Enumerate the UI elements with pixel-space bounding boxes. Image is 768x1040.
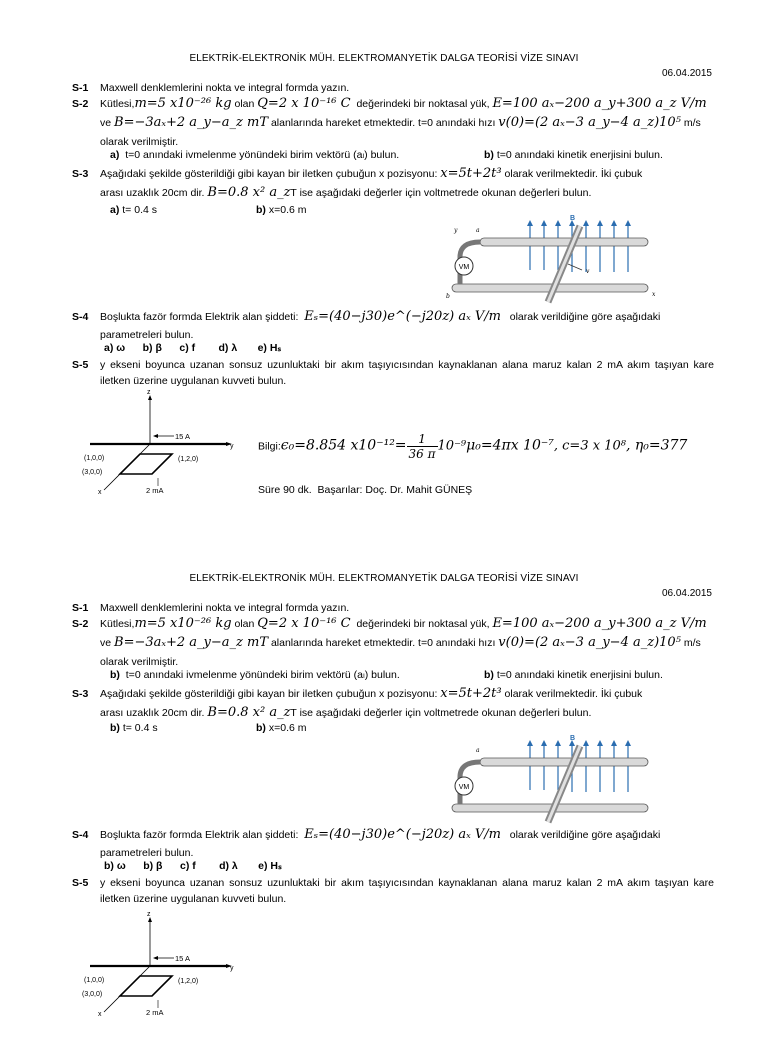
x-axis-label: x (98, 1011, 102, 1018)
text-fragment: olarak verilmiştir. (100, 656, 179, 668)
exam-title: ELEKTRİK-ELEKTRONİK MÜH. ELEKTROMANYETİK DALGA TEORİSİ VİZE SINAVI (189, 573, 579, 584)
velocity-arrow (568, 264, 582, 270)
text-fragment: T ise aşağıdaki değerler için voltmetrede okunan değerleri bulun. (290, 707, 592, 719)
question-number: S-5 (72, 359, 89, 371)
exam-title: ELEKTRİK-ELEKTRONİK MÜH. ELEKTROMANYETİK DALGA TEORİSİ VİZE SINAVI (189, 53, 579, 64)
signoff-text: Başarılar: Doç. Dr. Mahit GÜNEŞ (317, 484, 473, 496)
q4-parameter-list (104, 860, 282, 872)
formula-bfield: B=0.8 x² a_z (207, 185, 291, 200)
y-axis-label: y (230, 965, 234, 972)
formula-velocity: v(0)=(2 aₓ−3 a_y−4 a_z)10⁵ (498, 635, 681, 650)
question-number: S-3 (72, 168, 89, 180)
sub-text: t=0 anındaki ivmelenme yönündeki birim vektörü (aₗ) bulun. (125, 669, 400, 681)
question-number: S-1 (72, 602, 89, 614)
question-number: S-2 (72, 98, 89, 110)
formula-eta: , η₀=377 (625, 437, 688, 454)
param-item: b) ω (104, 860, 126, 872)
voltmeter-label: VM (458, 264, 470, 271)
subquestion-a (110, 669, 400, 681)
param-item: c) f (179, 342, 196, 354)
wire-current-label: 15 A (175, 954, 191, 963)
arrowheads (527, 220, 631, 226)
sub-label: b) (256, 722, 266, 734)
voltmeter-label: VM (458, 784, 470, 791)
formula-charge: Q=2 x 10⁻¹⁶ C (257, 96, 351, 111)
text-fragment: alanlarında hareket etmektedir. t=0 anındaki hızı (270, 637, 496, 649)
sub-label: b) (110, 669, 120, 681)
text-fragment: olarak verilmiştir. (100, 136, 179, 148)
y-axis-label: y (454, 227, 458, 234)
text-fragment: değerindeki bir noktasal yük, (356, 618, 490, 630)
formula-velocity: v(0)=(2 aₓ−3 a_y−4 a_z)10⁵ (498, 115, 681, 130)
question-number: S-1 (72, 82, 89, 94)
formula-position: x=5t+2t³ (440, 686, 502, 701)
formula-bfield: B=−3aₓ+2 a_y−a_z mT (114, 115, 269, 130)
velocity-label: v (586, 268, 590, 275)
question-number: S-2 (72, 618, 89, 630)
text-fragment: olarak verildiğine göre aşağıdaki (509, 829, 661, 841)
subquestion-a (110, 722, 158, 734)
text-fragment: alanlarında hareket etmektedir. t=0 anındaki hızı (270, 117, 496, 129)
sub-text: t=0 anındaki kinetik enerjisini bulun. (496, 149, 663, 161)
text-fragment: ve (100, 117, 112, 129)
formula-efield-phasor: Eₛ=(40−j30)e^(−j20z) aₓ V/m (304, 309, 501, 324)
field-label: B (570, 215, 576, 222)
param-item: b) β (143, 860, 163, 872)
point-label: (1,0,0) (84, 455, 105, 462)
subquestion-b (484, 149, 663, 161)
q4-parameter-list (104, 342, 281, 354)
point-a-label: a (476, 227, 480, 234)
sub-label: b) (484, 669, 494, 681)
point-b-label: b (446, 293, 450, 300)
text-fragment: olarak verilmektedir. İki çubuk (504, 168, 643, 180)
formula-c: , c=3 x 10⁸ (553, 438, 626, 454)
z-axis-label: z (147, 390, 151, 396)
current-loop-figure (80, 390, 250, 500)
point-a-label: a (476, 747, 480, 754)
point-label: (3,0,0) (82, 469, 103, 476)
sub-label: a) (110, 149, 120, 161)
formula-mass: m=5 x10⁻²⁶ kg (134, 96, 232, 111)
param-item: c) f (179, 860, 196, 872)
formula-efield: E=100 aₓ−200 a_y+300 a_z V/m (492, 96, 707, 111)
text-fragment: ve (100, 637, 112, 649)
loop-current-label: 2 mA (146, 486, 164, 495)
x-axis-label: x (98, 489, 102, 496)
text-fragment: Aşağıdaki şekilde gösterildiği gibi kayan bir iletken çubuğun x pozisyonu: (100, 168, 438, 180)
formula-charge: Q=2 x 10⁻¹⁶ C (257, 616, 351, 631)
sub-label: a) (110, 204, 120, 216)
formula-efield-phasor: Eₛ=(40−j30)e^(−j20z) aₓ V/m (304, 827, 501, 842)
param-item: d) λ (219, 860, 238, 872)
text-fragment: Boşlukta fazör formda Elektrik alan şiddeti: (100, 829, 299, 841)
point-label: (1,2,0) (178, 456, 199, 463)
sub-text: x=0.6 m (268, 722, 307, 734)
rails (452, 238, 648, 292)
y-axis-label: y (230, 443, 234, 450)
formula-epsilon: ϵ₀=8.854 x10⁻¹²= (280, 437, 407, 454)
constants-info (258, 432, 687, 461)
question-number: S-4 (72, 311, 89, 323)
x-axis-label: x (652, 291, 656, 298)
param-item: e) Hₛ (258, 860, 282, 872)
param-item: e) Hₛ (257, 342, 282, 354)
text-fragment: arası uzaklık 20cm dir. (100, 187, 205, 199)
sub-label: b) (256, 204, 266, 216)
question-number: S-5 (72, 877, 89, 889)
exam-copy-2 (0, 520, 768, 1040)
duration-text: Süre 90 dk. (258, 484, 312, 496)
subquestion-b (256, 204, 307, 216)
text-fragment: Aşağıdaki şekilde gösterildiği gibi kayan bir iletken çubuğun x pozisyonu: (100, 688, 438, 700)
field-label: B (570, 735, 576, 742)
formula-epsilon-tail: 10⁻⁹ (437, 438, 467, 454)
param-item: b) β (142, 342, 162, 354)
text-fragment: Kütlesi, (100, 98, 135, 110)
text-fragment: T ise aşağıdaki değerler için voltmetrede okunan değerleri bulun. (290, 187, 592, 199)
question-text: y ekseni boyunca uzanan sonsuz uzunluktaki bir akım taşıyıcısından kaynaklanan alana maruz kalan 2 mA akım taşıyan kare iletken üzerine uygulanan kuvveti bulun. (100, 877, 714, 905)
sub-text: t=0 anındaki ivmelenme yönündeki birim vektörü (aₗ) bulun. (125, 149, 400, 161)
text-fragment: olan (234, 98, 255, 110)
square-loop (120, 454, 172, 474)
text-fragment: parametreleri bulun. (100, 329, 194, 341)
sliding-bar-figure (440, 212, 660, 308)
text-fragment: Boşlukta fazör formda Elektrik alan şiddeti: (100, 311, 299, 323)
formula-bfield: B=0.8 x² a_z (207, 705, 291, 720)
text-fragment: olarak verildiğine göre aşağıdaki (509, 311, 661, 323)
text-fragment: değerindeki bir noktasal yük, (356, 98, 490, 110)
question-text: Maxwell denklemlerini nokta ve integral formda yazın. (100, 602, 350, 614)
formula-mass: m=5 x10⁻²⁶ kg (134, 616, 232, 631)
point-label: (1,0,0) (84, 977, 105, 984)
text-fragment: olan (234, 618, 255, 630)
sub-label: b) (110, 722, 120, 734)
text-fragment: m/s (683, 637, 701, 649)
subquestion-b (256, 722, 307, 734)
text-fragment: Kütlesi, (100, 618, 135, 630)
sub-label: b) (484, 149, 494, 161)
text-fragment: arası uzaklık 20cm dir. (100, 707, 205, 719)
loop-current-label: 2 mA (146, 1008, 164, 1017)
z-axis-label: z (147, 912, 151, 918)
text-fragment: olarak verilmektedir. İki çubuk (504, 688, 643, 700)
sub-text: t= 0.4 s (122, 722, 158, 734)
fraction: $\frac{1}{36 \pi}$ (408, 432, 436, 461)
param-item: a) ω (104, 342, 126, 354)
param-item: d) λ (218, 342, 238, 354)
subquestion-a (110, 149, 399, 161)
info-label: Bilgi: (258, 440, 281, 453)
formula-efield: E=100 aₓ−200 a_y+300 a_z V/m (492, 616, 707, 631)
question-text: Maxwell denklemlerini nokta ve integral formda yazın. (100, 82, 350, 94)
subquestion-a (110, 204, 157, 216)
text-fragment: parametreleri bulun. (100, 847, 194, 859)
text-fragment: m/s (683, 117, 701, 129)
point-label: (1,2,0) (178, 978, 199, 985)
question-text: y ekseni boyunca uzanan sonsuz uzunluktaki bir akım taşıyıcısından kaynaklanan alana maruz kalan 2 mA akım taşıyan kare iletken üzerine uygulanan kuvveti bulun. (100, 359, 714, 387)
sliding-bar-figure (440, 732, 660, 828)
sub-text: x=0.6 m (268, 204, 307, 216)
footer-line (258, 484, 472, 496)
subquestion-b (484, 669, 663, 681)
formula-mu: μ₀=4πx 10⁻⁷ (466, 437, 554, 454)
formula-bfield: B=−3aₓ+2 a_y−a_z mT (114, 635, 269, 650)
question-number: S-4 (72, 829, 89, 841)
question-number: S-3 (72, 688, 89, 700)
sub-text: t=0 anındaki kinetik enerjisini bulun. (496, 669, 663, 681)
point-label: (3,0,0) (82, 991, 103, 998)
current-loop-figure (80, 912, 250, 1022)
wire-current-label: 15 A (175, 432, 191, 441)
formula-position: x=5t+2t³ (440, 166, 502, 181)
exam-date: 06.04.2015 (661, 588, 712, 599)
sub-text: t= 0.4 s (122, 204, 157, 216)
exam-date: 06.04.2015 (661, 68, 712, 79)
